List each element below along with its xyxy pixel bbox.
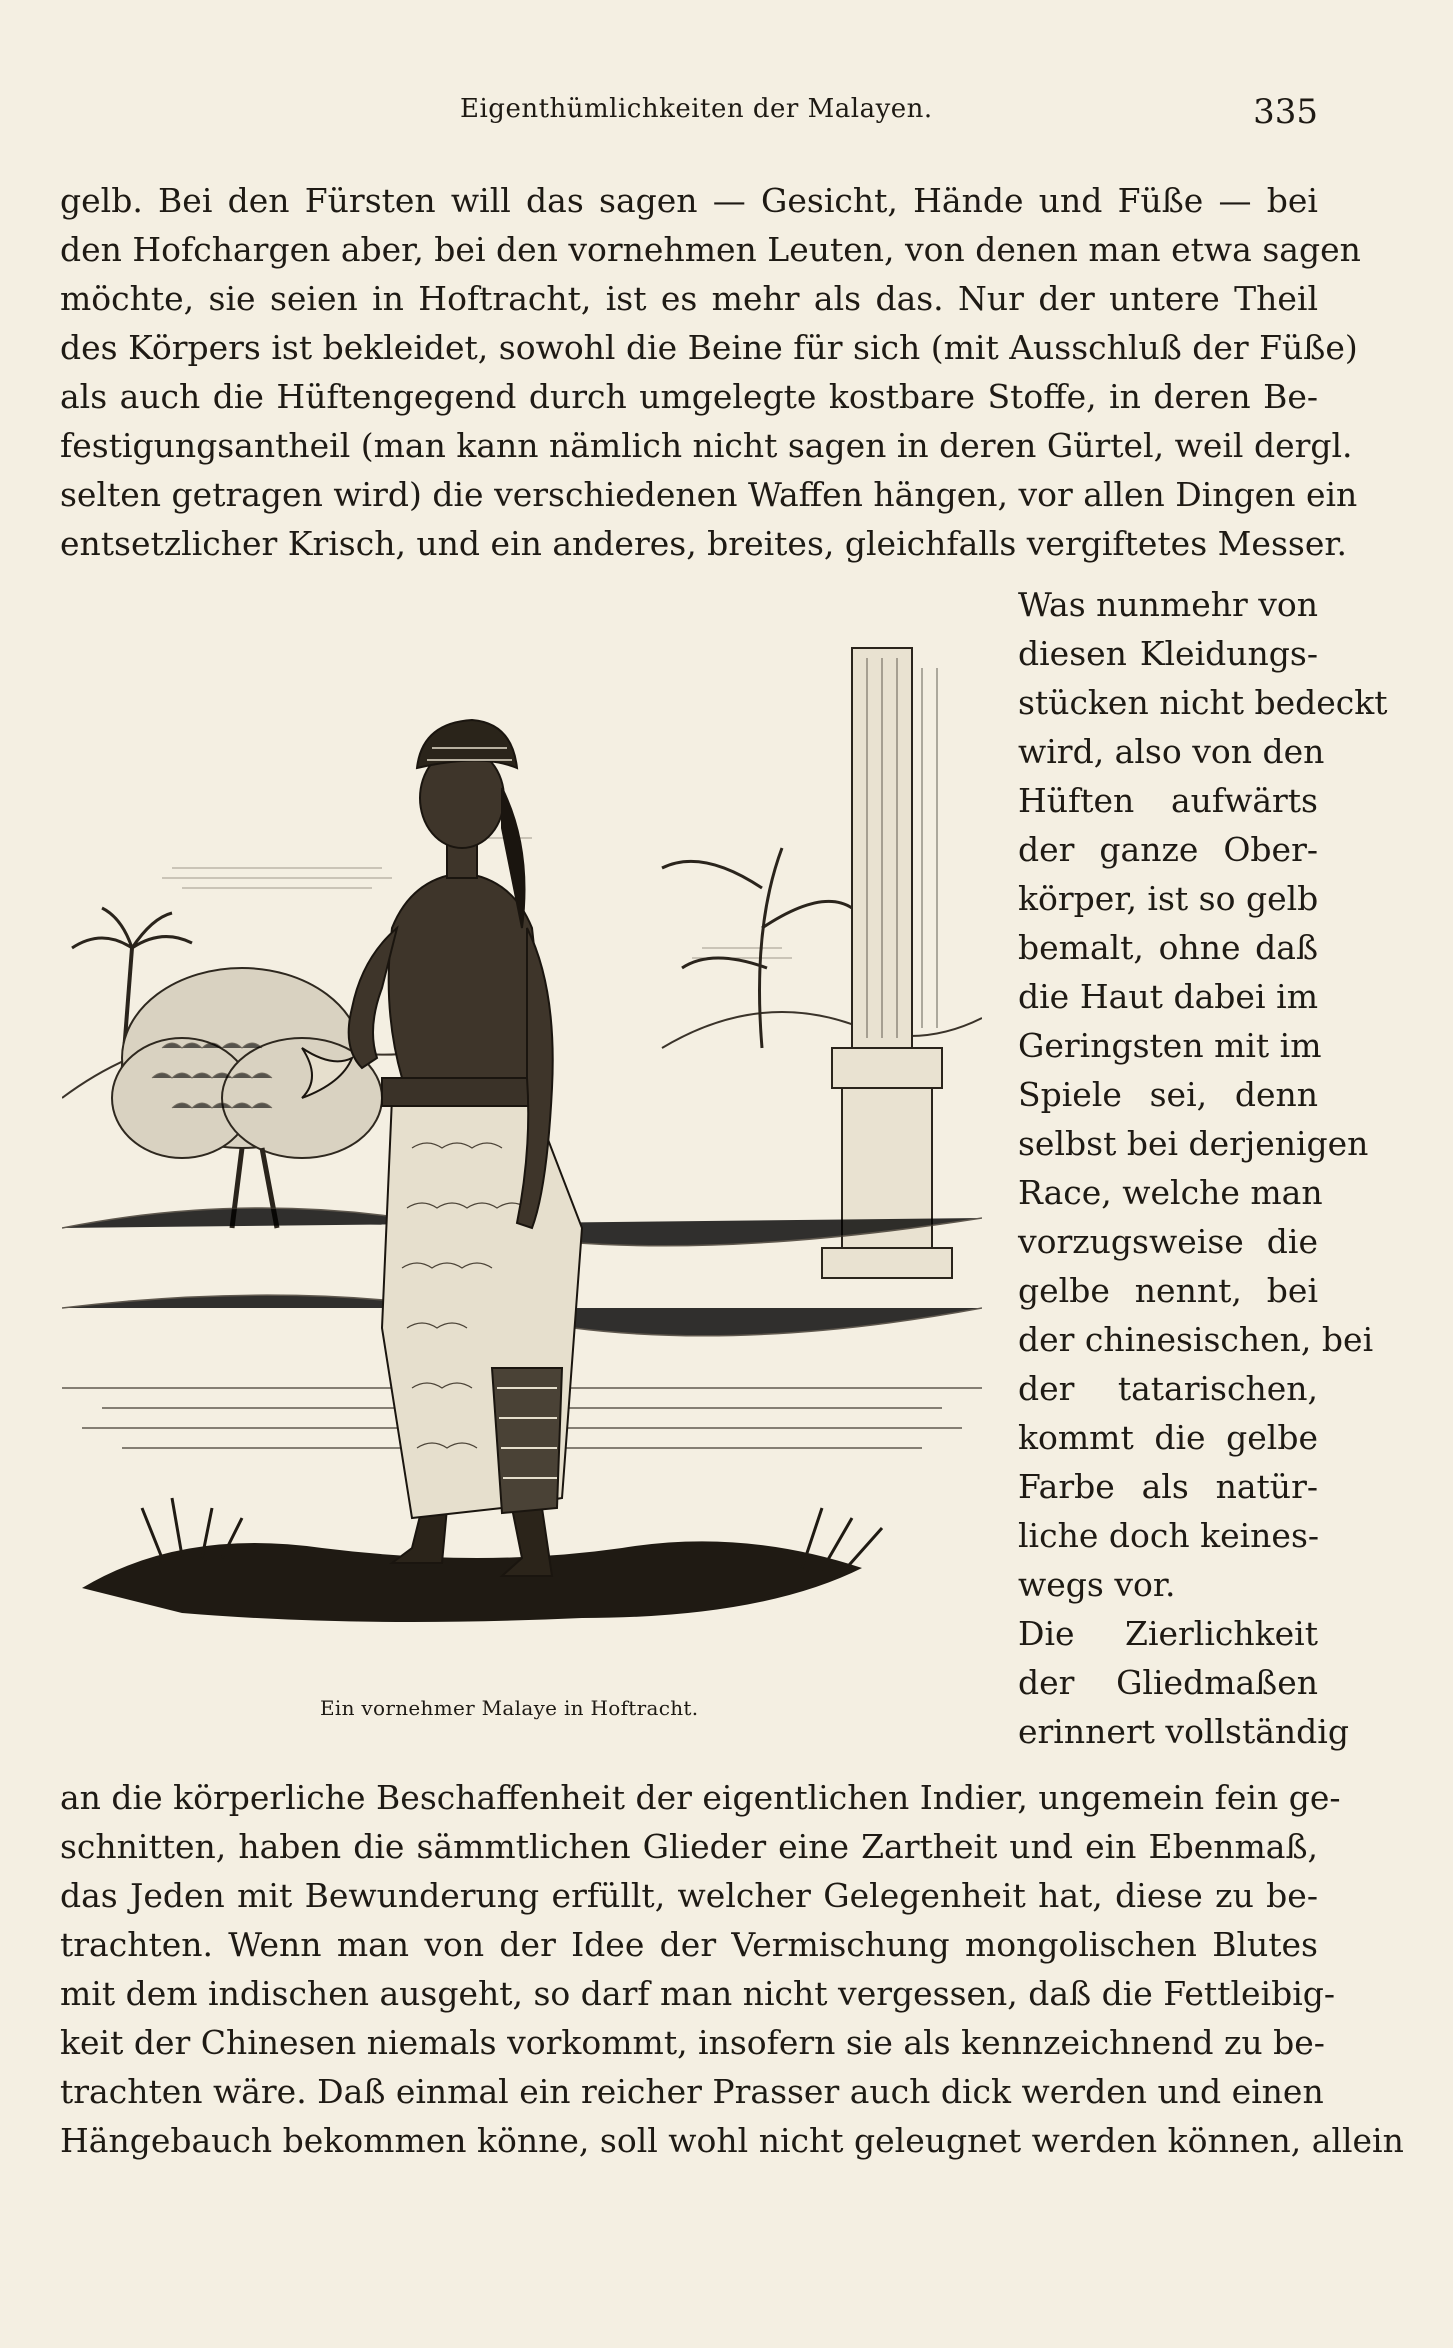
text-line: möchte, sie seien in Hoftracht, ist es mehr als das. Nur der untere Theil xyxy=(60,279,1318,318)
text-line: bemalt, ohne daß xyxy=(1018,928,1318,967)
text-line: der Gliedmaßen xyxy=(1018,1663,1318,1702)
text-line: Was nunmehr von xyxy=(1018,585,1319,624)
text-line: kommt die gelbe xyxy=(1018,1418,1318,1457)
text-line: mit dem indischen ausgeht, so darf man nicht vergessen, daß die Fettleibig- xyxy=(60,1974,1336,2013)
text-line: trachten wäre. Daß einmal ein reicher Prasser auch dick werden und einen xyxy=(60,2072,1324,2111)
text-line: des Körpers ist bekleidet, sowohl die Beine für sich (mit Ausschluß der Füße) xyxy=(60,328,1358,367)
text-line: die Haut dabei im xyxy=(1018,977,1318,1016)
text-line: gelbe nennt, bei xyxy=(1018,1271,1318,1310)
text-line: Farbe als natür- xyxy=(1018,1467,1318,1506)
text-line: erinnert vollständig xyxy=(1018,1712,1349,1751)
text-line: Hängebauch bekommen könne, soll wohl nicht geleugnet werden können, allein xyxy=(60,2121,1404,2160)
text-line: selten getragen wird) die verschiedenen Waffen hängen, vor allen Dingen ein xyxy=(60,475,1358,514)
paragraph-bottom xyxy=(60,1773,1404,2165)
text-line: Hüften aufwärts xyxy=(1018,781,1318,820)
text-line: der chinesischen, bei xyxy=(1018,1320,1374,1359)
running-title: Eigenthümlichkeiten der Malayen. xyxy=(460,94,933,124)
text-line: trachten. Wenn man von der Idee der Vermischung mongolischen Blutes xyxy=(60,1925,1318,1964)
text-line: wegs vor. xyxy=(1018,1565,1176,1604)
figure-caption: Ein vornehmer Malaye in Hoftracht. xyxy=(320,1696,699,1720)
text-line: an die körperliche Beschaffenheit der eigentlichen Indier, ungemein fein ge- xyxy=(60,1778,1341,1817)
text-line: schnitten, haben die sämmtlichen Glieder eine Zartheit und ein Ebenmaß, xyxy=(60,1827,1318,1866)
text-line: festigungsantheil (man kann nämlich nicht sagen in deren Gürtel, weil dergl. xyxy=(60,426,1353,465)
text-line: stücken nicht bedeckt xyxy=(1018,683,1388,722)
text-line: den Hofchargen aber, bei den vornehmen Leuten, von denen man etwa sagen xyxy=(60,230,1361,269)
paragraph-side xyxy=(1018,580,1388,1756)
engraving-illustration xyxy=(62,628,982,1686)
text-line: Race, welche man xyxy=(1018,1173,1323,1212)
text-line: wird, also von den xyxy=(1018,732,1325,771)
text-line: der tatarischen, xyxy=(1018,1369,1318,1408)
text-line: gelb. Bei den Fürsten will das sagen — Gesicht, Hände und Füße — bei xyxy=(60,181,1318,220)
text-line: keit der Chinesen niemals vorkommt, insofern sie als kennzeichnend zu be- xyxy=(60,2023,1325,2062)
text-line: das Jeden mit Bewunderung erfüllt, welcher Gelegenheit hat, diese zu be- xyxy=(60,1876,1318,1915)
text-line: vorzugsweise die xyxy=(1018,1222,1318,1261)
text-line: als auch die Hüftengegend durch umgelegte kostbare Stoffe, in deren Be- xyxy=(60,377,1318,416)
text-line: Geringsten mit im xyxy=(1018,1026,1322,1065)
text-line: Die Zierlichkeit xyxy=(1018,1614,1318,1653)
text-line: der ganze Ober- xyxy=(1018,830,1318,869)
text-line: entsetzlicher Krisch, und ein anderes, breites, gleichfalls vergiftetes Messer. xyxy=(60,524,1347,563)
text-line: diesen Kleidungs- xyxy=(1018,634,1318,673)
paragraph-top xyxy=(60,176,1361,568)
page-number: 335 xyxy=(1253,92,1318,132)
text-line: liche doch keines- xyxy=(1018,1516,1320,1555)
text-line: Spiele sei, denn xyxy=(1018,1075,1318,1114)
text-line: körper, ist so gelb xyxy=(1018,879,1319,918)
text-line: selbst bei derjenigen xyxy=(1018,1124,1369,1163)
